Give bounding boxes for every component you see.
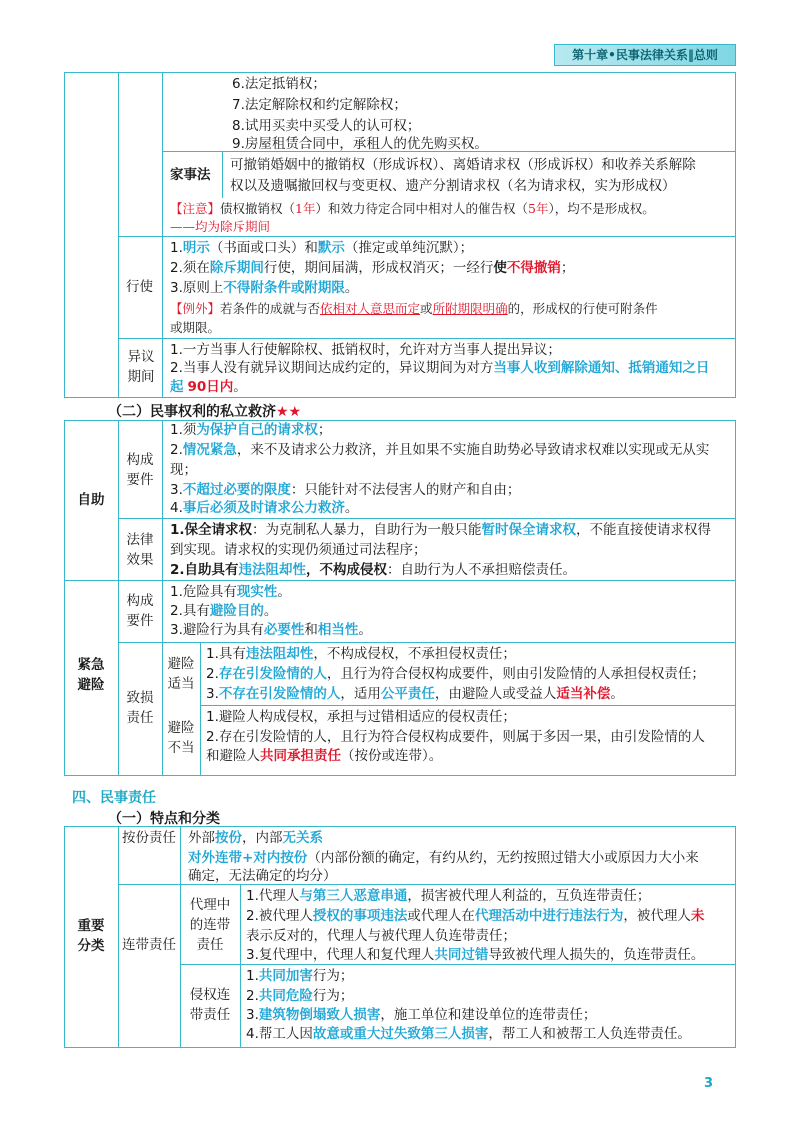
list-item: 起 90日内。 [170, 379, 247, 395]
family-law-text: 权以及遗嘱撤回权与变更权、遗产分割请求权（名为请求权，实为形成权） [230, 178, 676, 194]
list-item: 和避险人共同承担责任（按份或连带）。 [206, 748, 443, 764]
improper-label: 不当 [167, 740, 195, 756]
requirement-label: 要件 [126, 472, 154, 488]
subsection-title: （一）特点和分类 [108, 811, 220, 827]
list-item: 1.须为保护自己的请求权； [170, 422, 332, 438]
classification-label: 重要 [77, 918, 105, 934]
list-item: 9.房屋租赁合同中，承租人的优先购买权。 [232, 136, 488, 152]
joint-liability-label: 连带责任 [122, 937, 176, 953]
page-header: 第十章•民事法律关系‖总则 [554, 44, 736, 66]
list-item: 1.具有违法阻却性，不构成侵权，不承担侵权责任； [206, 646, 516, 662]
list-item: 2.存在引发险情的人，且行为符合侵权构成要件，则由引发险情的人承担侵权责任； [206, 666, 705, 682]
agency-label: 的连带 [189, 917, 231, 933]
list-item: 1.代理人与第三人恶意串通，损害被代理人利益的，互负连带责任； [246, 888, 651, 904]
agency-label: 代理中 [189, 897, 231, 913]
page-number: 3 [704, 1076, 714, 1091]
classification-label: 分类 [77, 938, 105, 954]
effect-label: 法律 [126, 532, 154, 548]
self-help-label: 自助 [77, 492, 105, 508]
note-line: ——均为除斥期间 [170, 219, 271, 234]
list-item: 2.自助具有违法阻却性，不构成侵权：自助行为人不承担赔偿责任。 [170, 562, 577, 578]
exception-note: 或期限。 [170, 320, 221, 335]
emergency-label: 避险 [77, 677, 105, 693]
proper-label: 避险 [167, 656, 195, 672]
emergency-label: 紧急 [77, 657, 105, 673]
list-item: 确定，无法确定的均分） [188, 868, 337, 884]
objection-label: 异议 [127, 349, 155, 365]
list-item: 表示反对的，代理人与被代理人负连带责任； [246, 928, 516, 944]
family-law-text: 可撤销婚姻中的撤销权（形成诉权）、离婚请求权（形成诉权）和收养关系解除 [230, 157, 696, 173]
list-item: 对外连带+对内按份（内部份额的确定，有约从约，无约按照过错大小或原因力大小来 [188, 850, 699, 866]
list-item: 3.不存在引发险情的人，适用公平责任，由避险人或受益人适当补偿。 [206, 686, 624, 702]
list-item: 到实现。请求权的实现仍须通过司法程序； [170, 542, 427, 558]
list-item: 3.复代理中，代理人和复代理人共同过错导致被代理人损失的，负连带责任。 [246, 947, 705, 963]
list-item: 现； [170, 462, 197, 478]
section-title: 四、民事责任 [72, 790, 156, 806]
list-item: 2.被代理人授权的事项违法或代理人在代理活动中进行违法行为，被代理人未 [246, 908, 705, 924]
damage-liability-label: 致损 [126, 690, 154, 706]
list-item: 2.共同危险行为； [246, 988, 354, 1004]
list-item: 4.事后必须及时请求公力救济。 [170, 500, 359, 516]
list-item: 3.避险行为具有必要性和相当性。 [170, 622, 372, 638]
family-law-label: 家事法 [170, 167, 211, 183]
tort-label: 侵权连 [189, 987, 231, 1003]
list-item: 3.原则上不得附条件或附期限。 [170, 280, 359, 296]
requirement-label: 构成 [126, 593, 154, 609]
requirement-label: 要件 [126, 613, 154, 629]
list-item: 1.一方当事人行使解除权、抵销权时，允许对方当事人提出异议； [170, 342, 561, 358]
list-item: 2.存在引发险情的人，且行为符合侵权构成要件，则属于多因一果，由引发险情的人 [206, 729, 705, 745]
note-line: 【注意】债权撤销权（1年）和效力待定合同中相对人的催告权（5年），均不是形成权。 [170, 201, 655, 216]
list-item: 4.帮工人因故意或重大过失致第三人损害，帮工人和被帮工人负连带责任。 [246, 1026, 691, 1042]
list-item: 外部按份，内部无关系 [188, 830, 323, 846]
list-item: 2.须在除斥期间行使，期间届满，形成权消灭；一经行使不得撤销； [170, 260, 575, 276]
requirement-label: 构成 [126, 452, 154, 468]
list-item: 1.明示（书面或口头）和默示（推定或单纯沉默）； [170, 240, 474, 256]
tort-label: 带责任 [189, 1007, 231, 1023]
objection-label: 期间 [127, 369, 155, 385]
list-item: 3.不超过必要的限度：只能针对不法侵害人的财产和自由； [170, 482, 521, 498]
list-item: 7.法定解除权和约定解除权； [232, 97, 407, 113]
list-item: 2.当事人没有就异议期间达成约定的，异议期间为对方当事人收到解除通知、抵销通知之日 [170, 360, 710, 376]
list-item: 1.避险人构成侵权，承担与过错相适应的侵权责任； [206, 709, 516, 725]
list-item: 2.具有避险目的。 [170, 603, 278, 619]
effect-label: 效果 [126, 552, 154, 568]
agency-label: 责任 [196, 937, 224, 953]
exception-note: 【例外】若条件的成就与否依相对人意思而定或所附期限明确的，形成权的行使可附条件 [170, 301, 658, 316]
list-item: 6.法定抵销权； [232, 76, 326, 92]
list-item: 2.情况紧急，来不及请求公力救济，并且如果不实施自助势必导致请求权难以实现或无从实 [170, 442, 710, 458]
list-item: 3.建筑物倒塌致人损害，施工单位和建设单位的连带责任； [246, 1007, 597, 1023]
improper-label: 避险 [167, 720, 195, 736]
proper-label: 适当 [167, 676, 195, 692]
share-liability-label: 按份责任 [122, 830, 176, 846]
exercise-label: 行使 [126, 279, 153, 295]
list-item: 8.试用买卖中买受人的认可权； [232, 118, 421, 134]
damage-liability-label: 责任 [126, 710, 154, 726]
list-item: 1.危险具有现实性。 [170, 584, 291, 600]
section-title: （二）民事权利的私立救济★★ [108, 404, 302, 420]
list-item: 1.保全请求权：为克制私人暴力，自助行为一般只能暂时保全请求权，不能直接使请求权得 [170, 522, 712, 538]
list-item: 1.共同加害行为； [246, 968, 354, 984]
